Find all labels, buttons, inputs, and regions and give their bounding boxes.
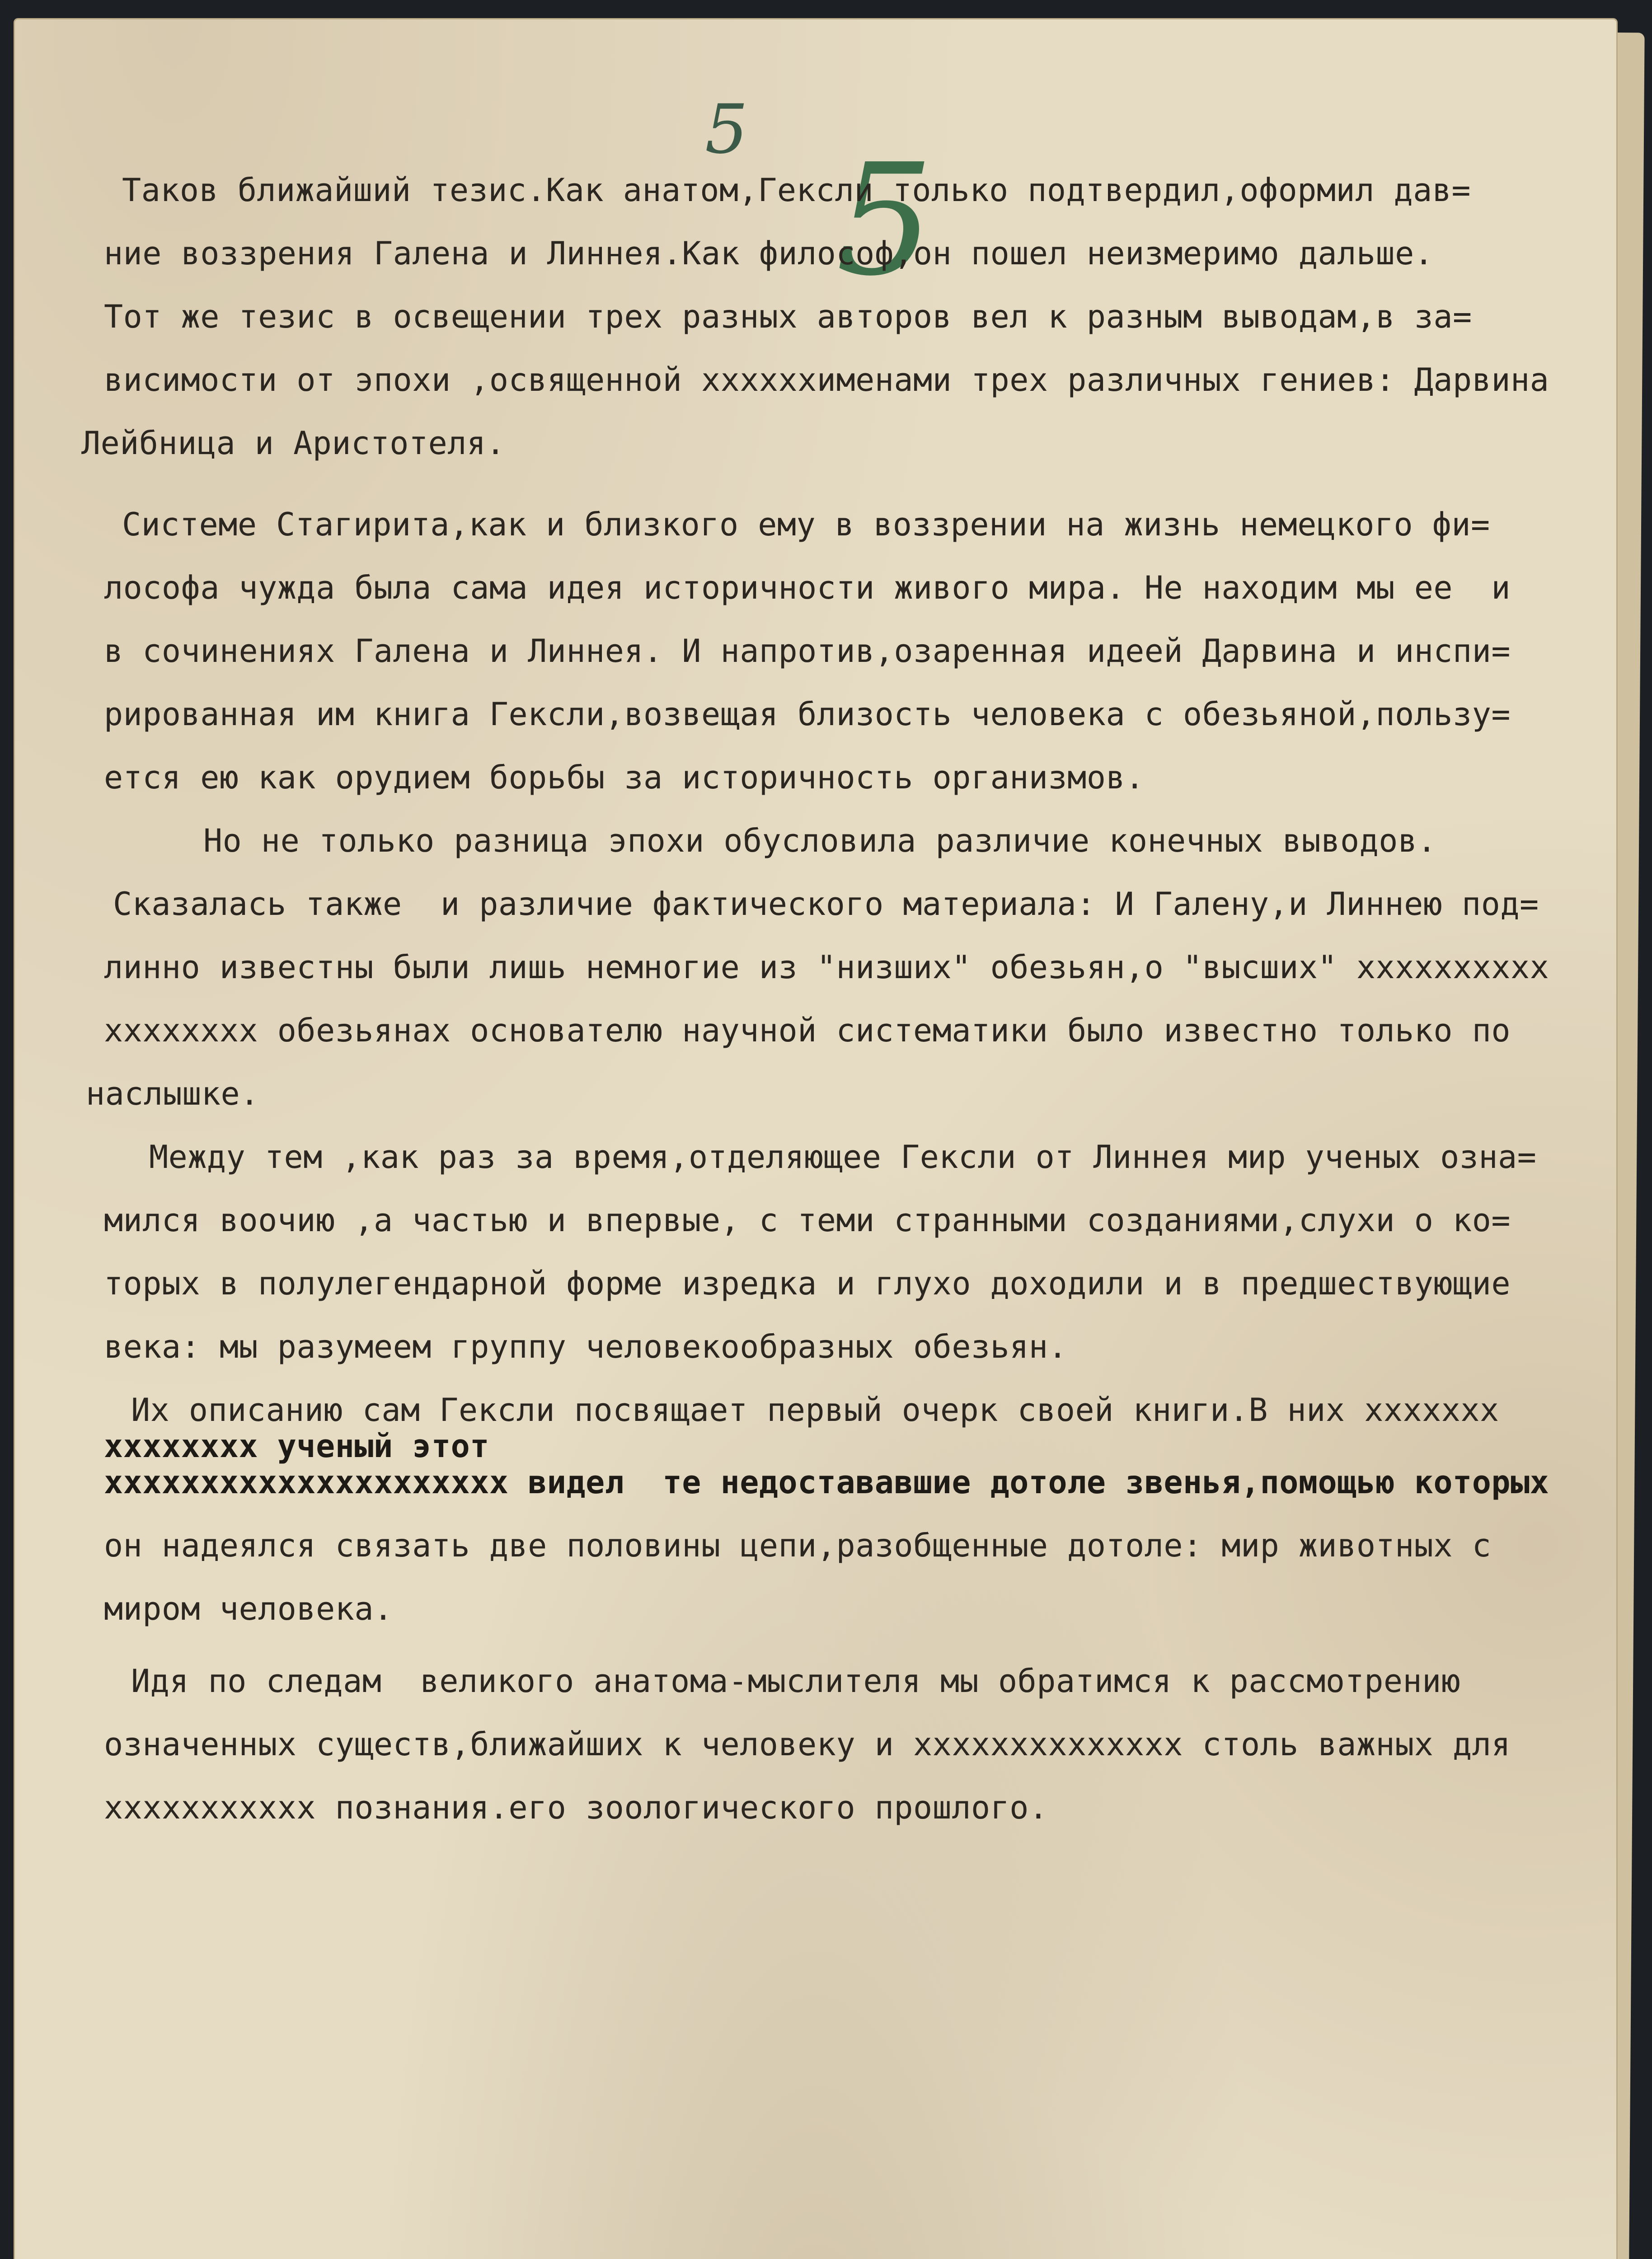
text-line-7: лософа чужда была сама идея историчности живого мира. Не находим мы ее и (104, 569, 1511, 606)
text-line-11: Но не только разница эпохи обусловила различие конечных выводов. (203, 822, 1437, 859)
page-number-pencil: 5 (705, 90, 748, 169)
text-line-4: висимости от эпохи ,освященной xxxxxxименами трех различных гениев: Дарвина (104, 361, 1549, 398)
text-line-26: означенных существ,ближайших к человеку и xxxxxxxxxxxxxx столь важных для (104, 1726, 1511, 1763)
text-line-9: рированная им книга Гексли,возвещая близость человека с обезьяной,пользу= (104, 696, 1511, 733)
text-line-18: торых в полулегендарной форме изредка и глухо доходили и в предшествующие (104, 1265, 1511, 1302)
text-line-6: Системе Стагирита,как и близкого ему в воззрении на жизнь немецкого фи= (122, 506, 1490, 543)
text-line-15: наслышке. (86, 1075, 259, 1112)
text-line-21: xxxxxxxx ученый этот (104, 1428, 489, 1465)
text-line-8: в сочинениях Галена и Линнея. И напротив,озаренная идеей Дарвина и инспи= (104, 633, 1511, 670)
text-line-10: ется ею как орудием борьбы за историчность организмов. (104, 759, 1145, 796)
text-line-13: линно известны были лишь немногие из "низших" обезьян,о "высших" xxxxxxxxxx (104, 949, 1549, 986)
page-number-green: 5 (836, 131, 934, 310)
text-line-16: Между тем ,как раз за время,отделяющее Гексли от Линнея мир ученых озна= (149, 1139, 1537, 1176)
text-line-27: xxxxxxxxxxx познания.его зоологического прошлого. (104, 1789, 1048, 1826)
text-line-22: xxxxxxxxxxxxxxxxxxxxx видел те недостававшие дотоле звенья,помощью которых (104, 1464, 1549, 1501)
text-line-24: миром человека. (104, 1590, 393, 1627)
text-line-17: мился воочию ,а частью и впервые, с теми странными созданиями,слухи о ко= (104, 1202, 1511, 1239)
text-line-25: Идя по следам великого анатома-мыслителя мы обратимся к рассмотрению (131, 1663, 1461, 1700)
text-line-3: Тот же тезис в освещении трех разных авторов вел к разным выводам,в за= (104, 298, 1472, 335)
text-line-2: ние воззрения Галена и Линнея.Как философ,он пошел неизмеримо дальше. (104, 235, 1434, 272)
text-line-12: Сказалась также и различие фактического материала: И Галену,и Линнею под= (113, 886, 1539, 923)
text-line-23: он надеялся связать две половины цепи,разобщенные дотоле: мир животных с (104, 1527, 1492, 1564)
text-line-14: xxxxxxxx обезьянах основателю научной систематики было известно только по (104, 1012, 1511, 1049)
text-line-20: Их описанию сам Гексли посвящает первый очерк своей книги.В них xxxxxxx (131, 1392, 1499, 1429)
text-line-1: Таков ближайший тезис.Как анатом,Гексли только подтвердил,оформил дав= (122, 172, 1471, 209)
text-line-19: века: мы разумеем группу человекообразных обезьян. (104, 1328, 1068, 1365)
text-line-5: Лейбница и Аристотеля. (81, 425, 506, 462)
